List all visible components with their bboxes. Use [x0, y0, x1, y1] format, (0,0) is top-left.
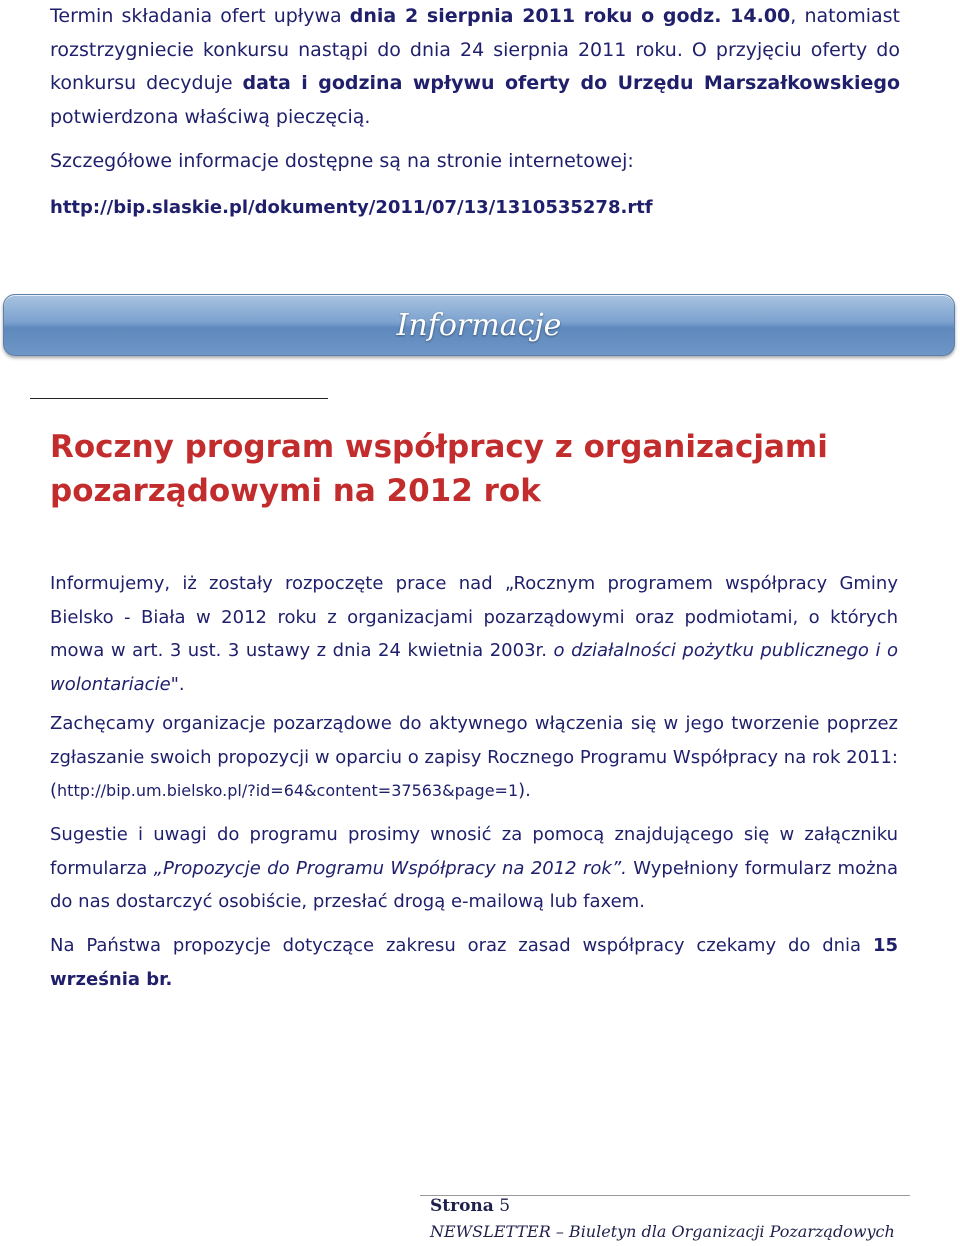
program-link[interactable]: http://bip.um.bielsko.pl/?id=64&content=37563&page=1: [57, 781, 519, 800]
p2-text: Zachęcamy organizacje pozarządowe do aktywnego włączenia się w jego tworzenie poprzez zgłaszanie swoich propozycji w oparciu o zapisy Rocznego Programu Współpracy na rok 2011: (: [50, 713, 898, 801]
p1-end: ".: [170, 673, 185, 695]
p2-end: ).: [518, 780, 531, 801]
newsletter-footer: NEWSLETTER – Biuletyn dla Organizacji Pozarządowych: [430, 1222, 895, 1241]
p1-text: Informujemy, iż zostały rozpoczęte prace nad „Rocznym programem współpracy Gminy Bielsko - Biała w 2012 roku z organizacjami pozarządowymi oraz podmiotami, o których mowa w art. 3 ust. 3 ustawy z dnia 24 kwietnia 2003r.: [50, 573, 898, 661]
intro-paragraph: [50, 0, 900, 134]
intro-text-c: , natomiast rozstrzygniecie konkursu nastąpi do dnia 24 sierpnia 2011 roku. O przyjęciu oferty do konkursu decyduje: [50, 5, 900, 94]
intro-text-a: Termin składania ofert upływa: [50, 5, 350, 27]
article-paragraph-3: [50, 818, 898, 919]
horizontal-rule: [30, 398, 328, 399]
article-paragraph-4: [50, 929, 898, 996]
intro-deadline: dnia 2 sierpnia 2011 roku o godz. 14.00: [349, 5, 791, 27]
p3-end: Wypełniony formularz można do nas dostarczyć osobiście, przesłać drogą e-mailową lub faxem.: [50, 857, 898, 912]
intro-receipt-rule: data i godzina wpływu oferty do Urzędu Marszałkowskiego: [242, 72, 900, 94]
intro-text-e: potwierdzona właściwą pieczęcią.: [50, 105, 371, 128]
detail-line: Szczegółowe informacje dostępne są na stronie internetowej:: [50, 150, 634, 172]
article-paragraph-2: [50, 707, 898, 808]
p1-act-title: o działalności pożytku publicznego i o wolontariacie: [50, 640, 898, 695]
page-number: [430, 1196, 510, 1216]
p3-form-title: „Propozycje do Programu Współpracy na 2012 rok”.: [153, 857, 627, 879]
p4-text: Na Państwa propozycje dotyczące zakresu oraz zasad współpracy czekamy do dnia: [50, 935, 873, 956]
document-link[interactable]: http://bip.slaskie.pl/dokumenty/2011/07/13/1310535278.rtf: [50, 197, 653, 218]
p4-deadline: 15 września br.: [50, 935, 898, 990]
section-banner: [3, 294, 955, 356]
banner-title: Informacje: [396, 307, 562, 343]
p3-text: Sugestie i uwagi do programu prosimy wnosić za pomocą znajdującego się w załączniku formularza: [50, 824, 898, 879]
page-label: Strona: [430, 1196, 494, 1216]
page-value: 5: [499, 1196, 511, 1216]
article-paragraph-1: [50, 567, 898, 701]
article-headline: Roczny program współpracy z organizacjami pozarządowymi na 2012 rok: [50, 429, 828, 509]
